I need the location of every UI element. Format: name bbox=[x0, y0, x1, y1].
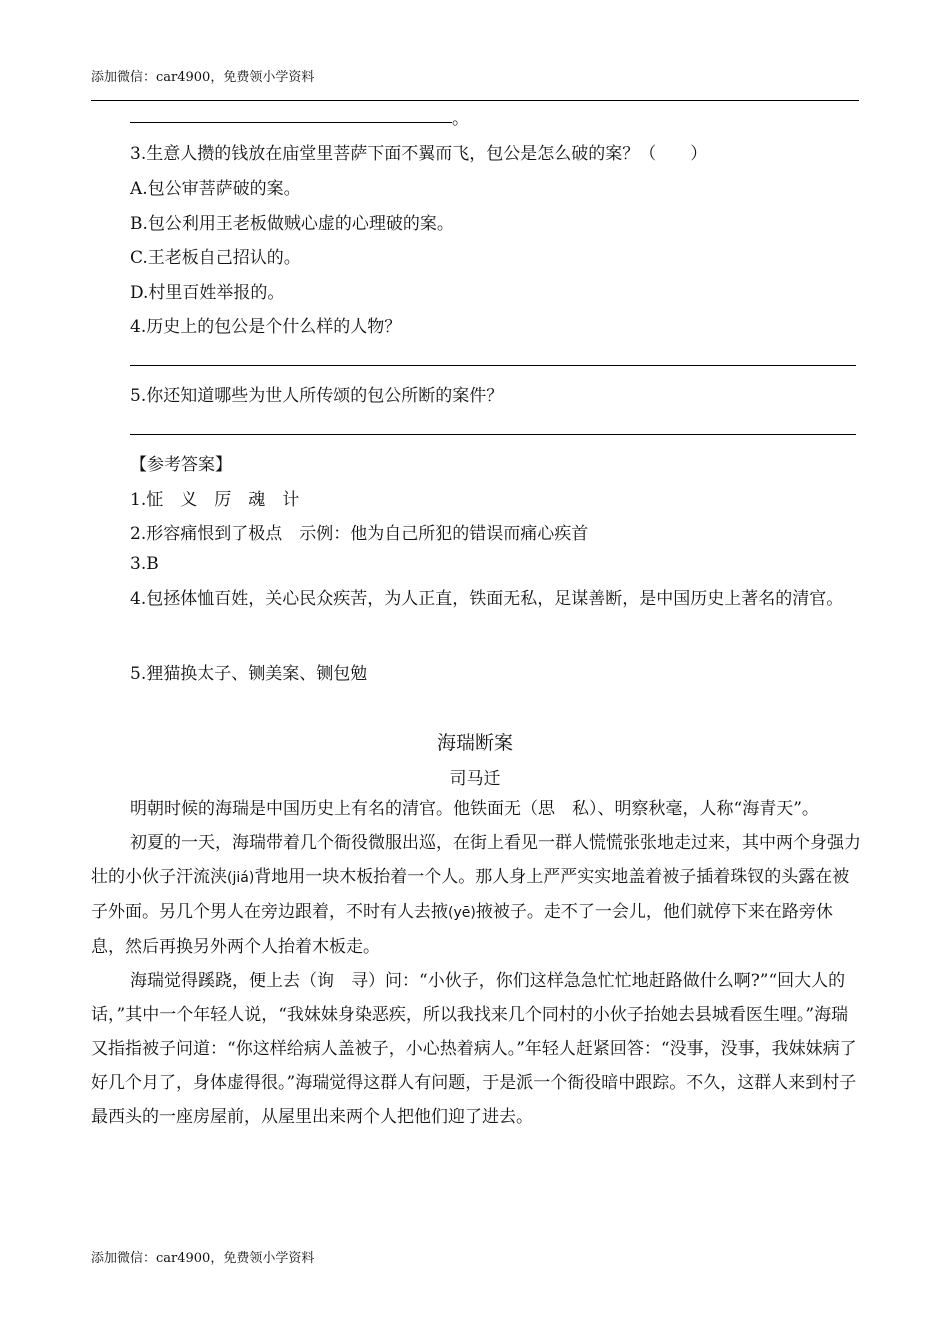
paragraph-3: 海瑞觉得蹊跷，便上去（询 寻）问：“小伙子，你们这样急急忙忙地赶路做什么啊?”“回大人的话，”其中一个年轻人说，“我妹妹身染恶疾，所以我找来几个同村的小伙子抬她去县城看医生哩。”海瑞又指指被子问道：“你这样给病人盖被子，小心热着病人。”年轻人赶紧回答：“没事，没事，我妹妹病了好几个月了，身体虚得很。”海瑞觉得这群人有问题，于是派一个衙役暗中跟踪。不久，这群人来到村子最西头的一座房屋前，从屋里出来两个人把他们迎了进去。 bbox=[91, 971, 857, 1127]
option-a: A.包公审菩萨破的案。 bbox=[130, 179, 301, 199]
paragraph-2-part-2: 背地用一块木板抬着一个人。那人身上严严实实地盖着被子插着珠钗的头露在被子外面。另几个男人在旁边跟着，不时有人去掖 bbox=[91, 867, 850, 922]
question-4: 4.历史上的包公是个什么样的人物？ bbox=[130, 317, 402, 337]
pinyin-ye: (yē) bbox=[448, 905, 476, 921]
article-body bbox=[91, 792, 861, 1134]
answers-heading: 【参考答案】 bbox=[130, 455, 232, 475]
answer-blank-q2 bbox=[130, 122, 452, 123]
answer-line-q4 bbox=[130, 365, 856, 366]
question-5: 5.你还知道哪些为世人所传颂的包公所断的案件？ bbox=[130, 386, 504, 406]
option-c: C.王老板自己招认的。 bbox=[130, 248, 301, 268]
q2-period: 。 bbox=[452, 109, 469, 129]
question-3: 3.生意人攒的钱放在庙堂里菩萨下面不翼而飞，包公是怎么破的案？（ ） bbox=[130, 144, 708, 164]
answer-3: 3.B bbox=[130, 554, 159, 574]
page-footer: 添加微信：car4900，免费领小学资料 bbox=[91, 1251, 315, 1266]
option-b: B.包公利用王老板做贼心虚的心理破的案。 bbox=[130, 214, 454, 234]
answer-1: 1.怔 义 厉 魂 计 bbox=[130, 490, 300, 510]
paragraph-1: 明朝时候的海瑞是中国历史上有名的清官。他铁面无（思 私）、明察秋毫，人称“海青天”。 bbox=[130, 799, 819, 819]
answer-line-q5 bbox=[130, 434, 856, 435]
paragraph-2-part-3: 掖被子。走不了一会儿，他们就停下来在路旁休息，然后再换另外两个人抬着木板走。 bbox=[91, 902, 833, 957]
answer-2: 2.形容痛恨到了极点 示例：他为自己所犯的错误而痛心疾首 bbox=[130, 524, 589, 544]
answer-4: 4.包拯体恤百姓，关心民众疾苦，为人正直，铁面无私，足谋善断，是中国历史上著名的清官。 bbox=[130, 589, 844, 609]
option-d: D.村里百姓举报的。 bbox=[130, 283, 285, 303]
article-title: 海瑞断案 bbox=[436, 732, 513, 754]
paragraph-2-part-1: 初夏的一天，海瑞带着几个衙役微服出巡，在街上看见一群人慌慌张张地走过来，其中两个身强力壮的小伙子汗流浃 bbox=[91, 833, 861, 887]
answer-5: 5.狸猫换太子、铡美案、铡包勉 bbox=[130, 664, 368, 684]
answer-4-block bbox=[91, 582, 861, 616]
header-rule bbox=[91, 100, 859, 101]
paragraph-2 bbox=[91, 826, 861, 964]
page-header: 添加微信：car4900，免费领小学资料 bbox=[91, 70, 315, 85]
article-author: 司马迁 bbox=[449, 769, 501, 789]
pinyin-jia: (jiá) bbox=[227, 870, 255, 886]
